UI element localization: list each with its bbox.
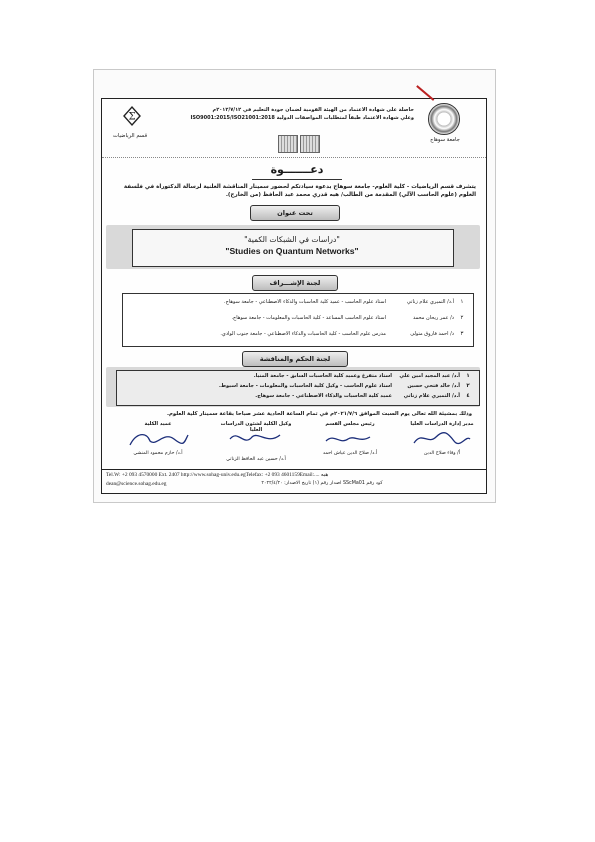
invitation-body: يتشرف قسم الرياضيات - كلية العلوم- جامعة سوهاج بدعوة سيادتكم لحضور سمينار المناقشة العلنية لرسالة الدكتوراة في فلسفة العلوم (علوم الحاسب الآلي) المقدمة من الطالب/ هبه قدري محمد عبد الحافظ (من الخارج). [123,184,476,198]
committee-member-name: أ.د/ خالد فتحي حسين [407,383,460,389]
supervisor-row [122,331,472,339]
committee-member-name: أ.د/ التميري علام زناتي [403,393,460,399]
signatory-role: عميد الكلية [144,421,172,427]
committee-row [116,393,478,401]
thesis-heading: تحت عنوان [250,205,340,221]
supervision-heading: لجنة الإشـــراف [252,275,338,291]
university-label: جامعة سوهاج [430,137,460,143]
supervisor-description: استاذ علوم الحاسب المساعد - كلية الحاسبات والمعلومات - جامعة سوهاج. [231,315,386,321]
accreditation-line: حاصلة على شهادة الاعتماد من الهيئة القومية لضمان جودة التعليم في ٢٠١٢/٧/١٢م [212,107,414,113]
committee-number: ٢ [466,383,470,389]
committee-number: ١ [466,373,470,379]
header-divider [102,157,486,158]
department-label: قسم الرياضيات [112,133,148,139]
supervisor-name: د/ احمد فاروق متولى [410,331,454,337]
committee-member-description: استاذ علوم الحاسب - وكيل كلية الحاسبات والمعلومات - جامعة اسيوط. [218,383,392,389]
thesis-title-english: "Studies on Quantum Networks" [225,246,359,256]
supervisor-row [122,315,472,323]
signatory-name: أ.د/ حازم محمود المنشي [133,451,183,456]
supervisor-name: د/ عمر ريحان محمد [413,315,454,321]
committee-member-description: استاذ متفرغ وعميد كلية الحاسبات السابق - جامعة المنيا. [253,373,392,379]
committee-number: ٤ [466,393,470,399]
committee-member-description: عميد كلية الحاسبات والذكاء الاصطناعي - جامعة سوهاج. [255,393,392,399]
thesis-title-arabic: "دراسات في الشبكات الكمية" [244,235,340,244]
signatures-area [102,421,486,465]
footer-code-line: كود رقم SScMa01 اصدار رقم (١) تاريخ الاصدار: ٢٠٢٢/٤/٢٠ [261,481,383,486]
signatory-name: أ/ وفاء صلاح الدين [423,451,461,456]
supervisor-description: مدرس علوم الحاسب - كلية الحاسبات والذكاء الاصطناعي - جامعة جنوب الوادي. [220,331,386,337]
university-logo-icon [428,103,460,135]
signatory-role: وكيل الكلية لشئون الدراسات العليا [220,421,292,433]
supervisor-row [122,299,472,307]
title-underline [252,179,342,180]
signatory-name: أ.د/ حسين عبد الحافظ الزناتي [226,457,286,462]
supervisor-number: ٣ [460,331,464,337]
supervisor-number: ٢ [460,315,464,321]
handwritten-signature-icon [316,427,384,449]
closing-statement: وذلك بمشيئة الله تعالى يوم السبت الموافق ٢٠٢١/٧/٦م في تمام الساعة الحادية عشر صباحا بقاعة سمينار كلية العلوم. [166,411,472,417]
footer-contact-line: Tel.W: +2 093 4570000 Ext. 2407 http://www.sohag-univ.edu.egTelefax: +2 093 4601159Email:.... هبه [106,472,329,478]
quality-seal-icon [300,135,320,153]
accreditation-seal-icon [278,135,298,153]
signature-department-head [310,421,390,456]
handwritten-signature-icon [222,427,290,449]
signature-dean [118,421,198,456]
signatory-role: رئيس مجلس القسم [325,421,375,427]
invitation-page [101,98,487,494]
committee-member-name: أ.د/ عبد المجيد امين علي [399,373,460,379]
handwritten-signature-icon [124,427,192,449]
iso-accreditation-line: وعلي شهادة الاعتماد طبقاً لمتطلبات المواصفات الدولية ISO9001:2015/ISO21001:2018 [190,115,414,121]
handwritten-signature-icon [408,427,476,449]
math-logo-symbol: Σ [128,111,136,123]
invitation-title: دعـــــــوة [270,163,324,176]
committee-row [116,383,478,391]
committee-heading: لجنة الحكم والمناقشة [242,351,348,367]
supervisor-name: أ.د/ التميري علام زناتي [406,299,454,305]
supervisor-number: ١ [460,299,464,305]
document-footer [102,469,486,494]
signature-vice-dean [216,421,296,462]
red-pen-mark [417,85,435,100]
signatory-role: مدير إدارة الدراسات العليا [410,421,474,427]
supervisor-description: استاذ علوم الحاسب - عميد كلية الحاسبات والذكاء الاصطناعي - جامعة سوهاج. [224,299,386,305]
math-department-logo-icon [122,105,142,127]
signatory-name: أ.د/ صلاح الدين عياش احمد [322,451,378,456]
scanned-document [94,70,495,502]
signature-graduate-admin [402,421,482,456]
footer-email: dean@science.sohag.edu.eg [106,481,167,487]
committee-row [116,373,478,381]
